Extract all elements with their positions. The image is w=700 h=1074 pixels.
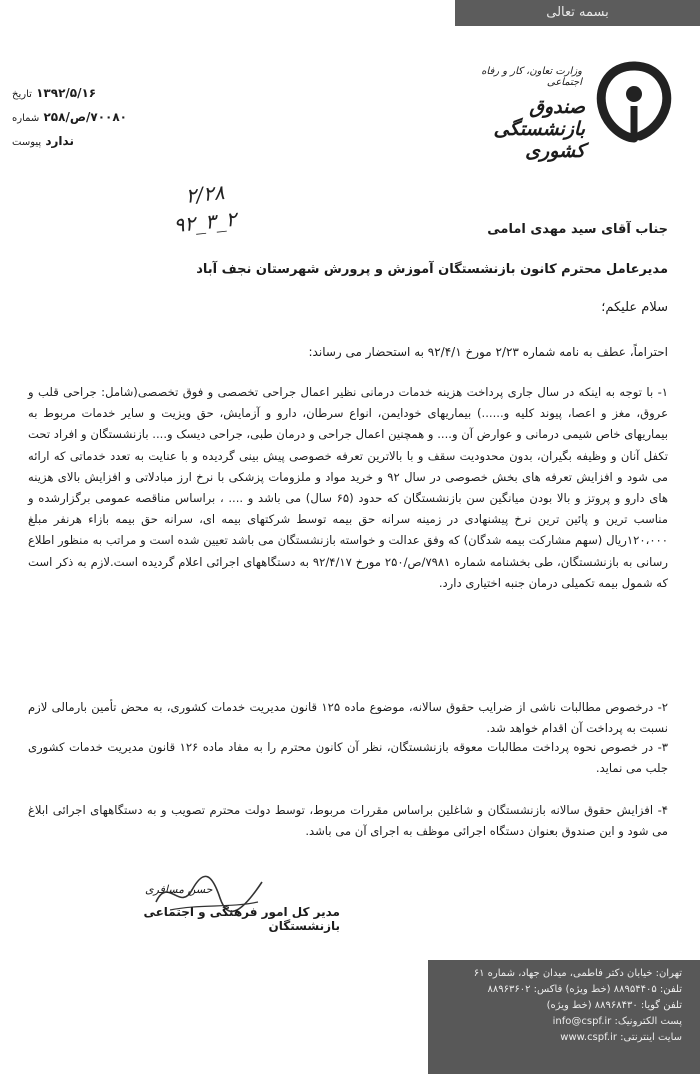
signatory-name: حسن مسافری xyxy=(145,883,213,896)
handwritten-date: ۹۲_۳_۲ xyxy=(172,206,238,238)
footer-contact xyxy=(428,960,700,1074)
footer-email: پست الکترونیک: info@cspf.ir xyxy=(552,1016,682,1027)
date-label: تاریخ xyxy=(12,89,32,100)
footer-address: تهران: خیابان دکتر فاطمی، میدان جهاد، شماره ۶۱ xyxy=(473,968,682,979)
signatory-title: مدیر کل امور فرهنگی و اجتماعی بازنشستگان xyxy=(143,905,340,933)
recipient-name: جناب آقای سید مهدی امامی xyxy=(487,222,668,237)
letter-number-row xyxy=(12,110,152,124)
letter-date-row xyxy=(12,86,152,100)
attachment-label: پیوست xyxy=(12,137,42,148)
paragraph-4: ۴- افزایش حقوق سالانه بازنشستگان و شاغلین براساس مقررات مربوط، توسط دولت محترم تصویب و به دستگاههای اجرائی ابلاغ می شود و این صندوق بعنوان دستگاه اجرائی موظف به اجرای آن می باشد. xyxy=(28,803,668,839)
letter-number: ۷۰۰۸۰/ص/۲۵۸ xyxy=(43,110,127,124)
number-label: شماره xyxy=(12,113,40,124)
paragraph-2: ۲- درخصوص مطالبات ناشی از ضرایب حقوق سالانه، موضوع ماده ۱۲۵ قانون مدیریت خدمات کشوری، به محض تأمین بارمالی لازم نسبت به پرداخت آن اقدام خواهد شد. xyxy=(28,700,669,736)
letter-date: ۱۳۹۲/۵/۱۶ xyxy=(36,86,97,100)
basmala-header: بسمه تعالی xyxy=(455,0,700,26)
ministry-name: وزارت تعاون، کار و رفاه اجتماعی xyxy=(481,66,582,88)
footer-phone-ivr: تلفن گویا: ۸۸۹۶۸۴۳۰ (خط ویژه) xyxy=(546,1000,682,1011)
intro-line: احتراماً، عطف به نامه شماره ۲/۲۳ مورخ ۹۲/۴/۱ به استحضار می رساند: xyxy=(308,345,668,359)
fund-name: صندوق بازنشستگی کشوری xyxy=(493,96,585,162)
paragraph-3: ۳- در خصوص نحوه پرداخت مطالبات معوقه بازنشستگان، نظر آن کانون محترم را به مفاد ماده ۱۲۶ قانون مدیریت خدمات کشوری جلب می نماید. xyxy=(28,740,668,776)
fund-logo-icon xyxy=(592,56,676,148)
handwritten-number: ۲/۲۸ xyxy=(184,180,226,208)
footer-website: سایت اینترنتی: www.cspf.ir xyxy=(560,1032,682,1043)
attachment-value: ندارد xyxy=(45,134,74,148)
recipient-position: مدیرعامل محترم کانون بازنشستگان آموزش و پرورش شهرستان نجف آباد xyxy=(196,262,668,277)
footer-phone: تلفن: ۸۸۹۵۴۴۰۵ (خط ویژه) فاکس: ۸۸۹۶۳۶۰۲ xyxy=(487,984,682,995)
attachment-row xyxy=(12,134,152,148)
paragraph-1: ۱- با توجه به اینکه در سال جاری پرداخت هزینه خدمات درمانی نظیر اعمال جراحی تخصصی و فوق تخصصی(شامل: جراحی قلب و عروق، مغز و اعصا، پیوند کلیه و......) بیماریهای خودایمن، انواع سرطان، دارو و آزمایش، حق ویزیت و سایر خدمات مربوط به بیماریهای خاص شیمی درمانی و عوارض آن و.... و همچنین اعمال جراحی و درمان طبی، جراحی دیسک و.... بازنشستگان و افراد تحت تکفل آنان و وظیفه بگیران، بدون محدودیت سقف و با بالاترین تعرفه خصوصی پیش بینی گردیده و با عنایت به تعدد خدماتی که ارائه می شود و افزایش تعرفه های بخش خصوصی در سال ۹۲ و خرید مواد و ملزومات پزشکی با نرخ ارز مبادلاتی و افزایش بالای هزینه های دارو و پروتز و بالا بودن میانگین سن بازنشستگان که حدود (۶۵ سال) می باشد و .... ، براساس مناقصه عمومی برگزارشده و مناسب ترین و پائین ترین نرخ پیشنهادی در زمینه سرانه حق بیمه توسط شرکتهای بیمه ای، سرانه حق بیمه بازاء هرنفر مبلغ ۱۲۰،۰۰۰ریال (سهم مشارکت بیمه شدگان) که وفق عدالت و خواسته بازنشستگان می باشد تعیین شده است و مراتب به منظور اطلاع رسانی به بازنشستگان، طی بخشنامه شماره ۷۹۸۱/ص/۲۵۰ مورخ ۹۲/۴/۱۷ به دستگاههای اجرائی اعلام گردیده است.لازم به ذکر است که شمول بیمه تکمیلی درمان جنبه اختیاری دارد. xyxy=(28,385,669,590)
greeting: سلام علیکم؛ xyxy=(601,300,668,315)
